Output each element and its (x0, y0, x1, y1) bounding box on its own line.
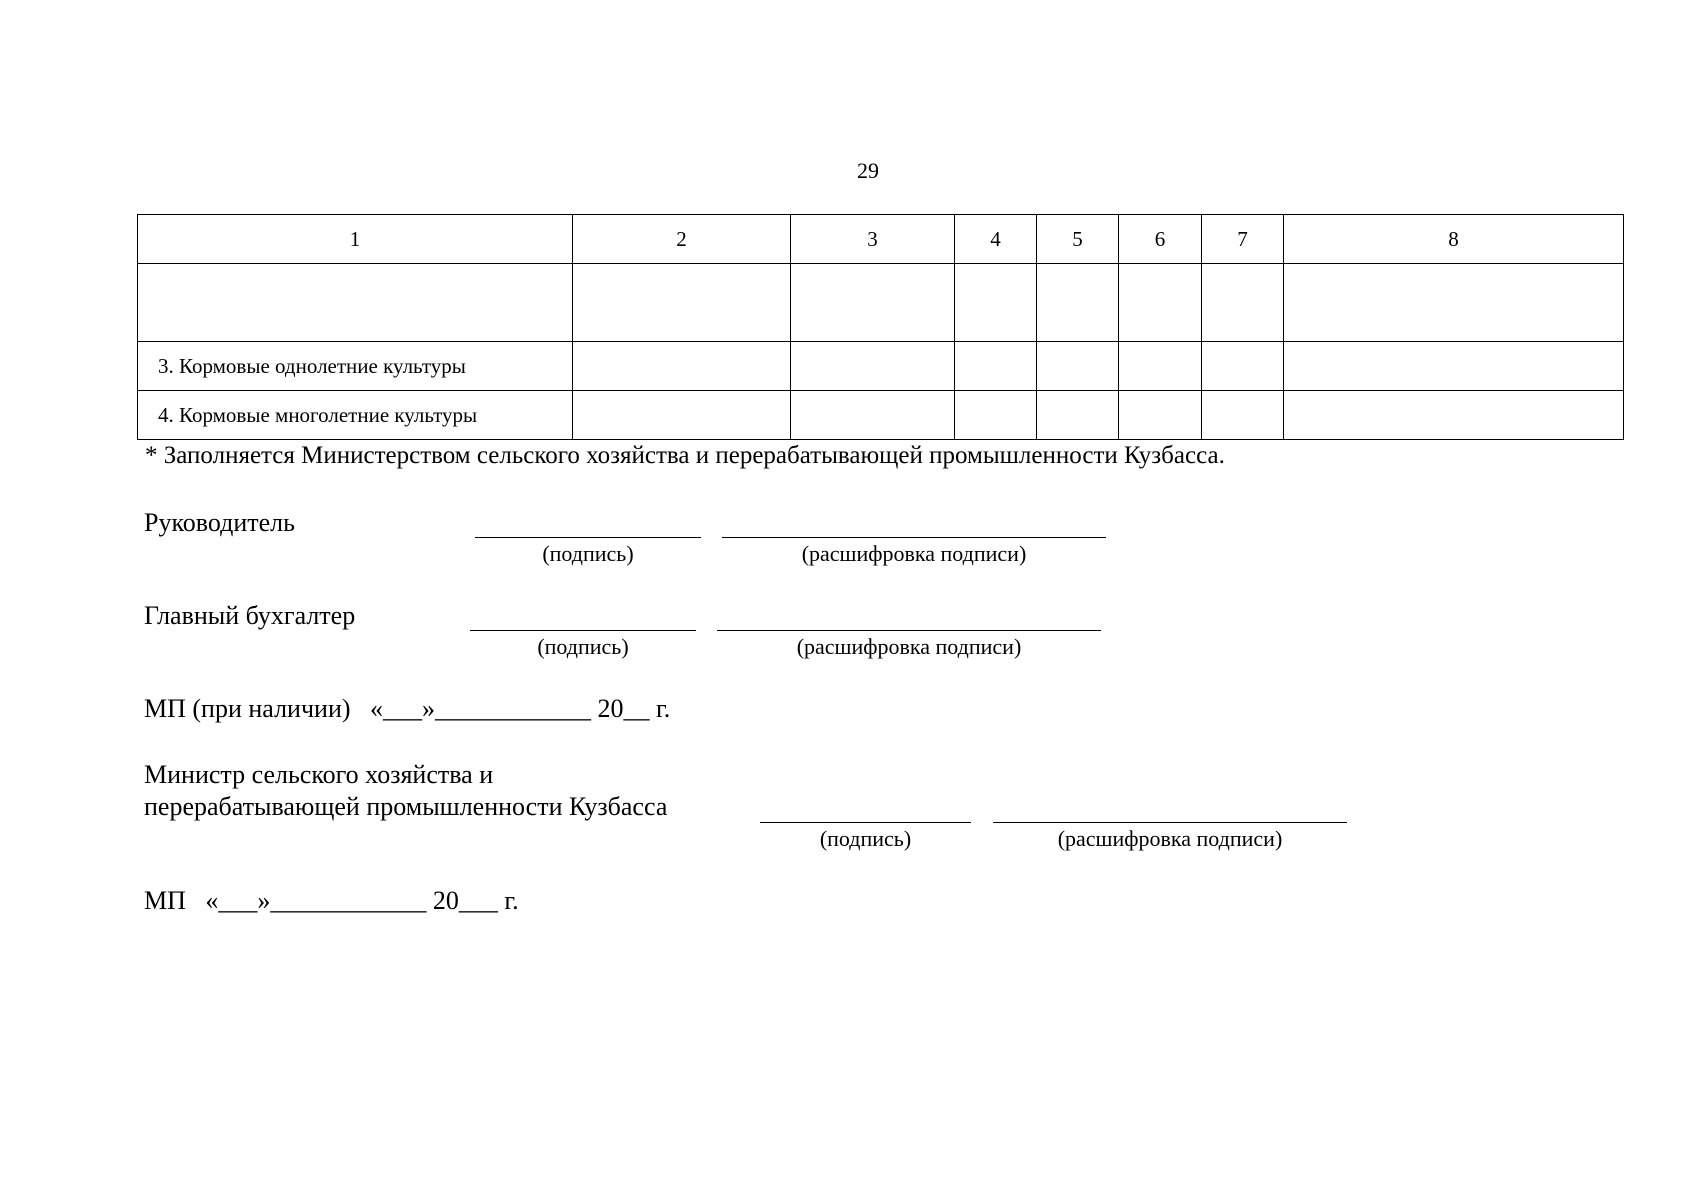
stamp-date-line-2: МП «___»____________ 20___ г. (144, 886, 519, 915)
table-cell (791, 342, 955, 391)
table-cell (1284, 391, 1624, 440)
head-signature-line (475, 537, 701, 538)
table-header-row (138, 215, 1624, 264)
table-row (138, 264, 1624, 342)
table-header-cell: 1 (138, 215, 573, 264)
chief-accountant-label: Главный бухгалтер (144, 601, 356, 630)
table-cell (1037, 391, 1119, 440)
table-cell (1037, 264, 1119, 342)
head-signature-caption: (подпись) (542, 541, 634, 566)
table-header-cell: 6 (1119, 215, 1202, 264)
table-cell (1202, 264, 1284, 342)
table-row (138, 342, 1624, 391)
table-row-label: 4. Кормовые многолетние культуры (138, 391, 573, 440)
table-header-cell: 2 (573, 215, 791, 264)
page-number: 29 (857, 158, 879, 183)
stamp-date-line-1: МП (при наличии) «___»____________ 20__ г. (144, 694, 671, 723)
minister-decoding-caption: (расшифровка подписи) (1057, 826, 1283, 851)
minister-label-line1: Министр сельского хозяйства и (144, 760, 494, 789)
chief-accountant-signature-caption: (подпись) (537, 634, 629, 659)
table-cell (1202, 342, 1284, 391)
table-cell (791, 264, 955, 342)
table-cell (955, 391, 1037, 440)
table-header-cell: 8 (1284, 215, 1624, 264)
table-row-label: 3. Кормовые однолетние культуры (138, 342, 573, 391)
table-cell (138, 264, 573, 342)
table-cell (955, 342, 1037, 391)
table-cell (1119, 391, 1202, 440)
table-cell (1037, 342, 1119, 391)
chief-accountant-signature-line (470, 630, 696, 631)
footnote: * Заполняется Министерством сельского хозяйства и перерабатывающей промышленности Кузбасса. (145, 442, 1225, 469)
table-cell (955, 264, 1037, 342)
data-table (137, 214, 1624, 440)
minister-label-line2: перерабатывающей промышленности Кузбасса (144, 792, 668, 821)
chief-accountant-decoding-line (717, 630, 1101, 631)
table-cell (1284, 342, 1624, 391)
table-cell (573, 391, 791, 440)
table-cell (573, 342, 791, 391)
table-cell (1119, 264, 1202, 342)
table-cell (791, 391, 955, 440)
minister-signature-line (760, 822, 971, 823)
table-cell (573, 264, 791, 342)
chief-accountant-decoding-caption: (расшифровка подписи) (796, 634, 1022, 659)
table-header-cell: 7 (1202, 215, 1284, 264)
head-decoding-line (722, 537, 1106, 538)
table-cell (1202, 391, 1284, 440)
table-cell (1119, 342, 1202, 391)
table-header-cell: 4 (955, 215, 1037, 264)
table-header-cell: 5 (1037, 215, 1119, 264)
table-header-cell: 3 (791, 215, 955, 264)
table-row (138, 391, 1624, 440)
minister-signature-caption: (подпись) (819, 826, 912, 851)
table-cell (1284, 264, 1624, 342)
head-decoding-caption: (расшифровка подписи) (801, 541, 1027, 566)
head-label: Руководитель (144, 508, 295, 537)
minister-decoding-line (993, 822, 1347, 823)
